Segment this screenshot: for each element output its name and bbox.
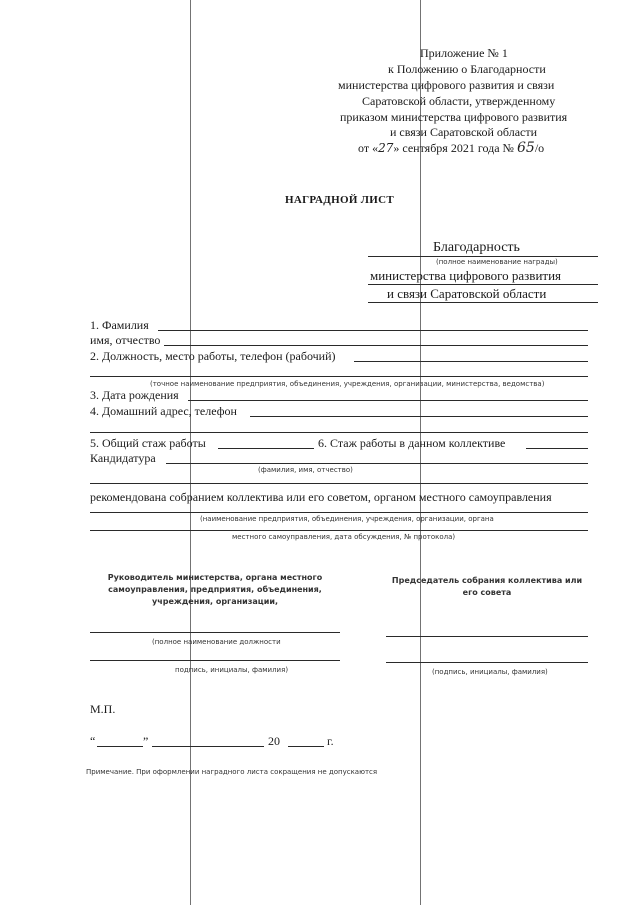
field-position-line-1 <box>354 361 588 362</box>
field-name-line <box>164 345 588 346</box>
annex-date-prefix: от « <box>358 141 379 155</box>
annex-date-day: 27 <box>378 141 394 155</box>
left-line-1 <box>90 632 340 633</box>
annex-line-2: к Положению о Благодарности <box>388 62 546 76</box>
left-line-2 <box>90 660 340 661</box>
annex-order-number: 65 <box>516 140 535 156</box>
annex-line-3: министерства цифрового развития и связи <box>338 78 555 92</box>
annex-date-suffix: /о <box>534 141 545 155</box>
annex-line-1: Приложение № 1 <box>420 46 508 60</box>
annex-line-5: приказом министерства цифрового развития <box>340 110 568 124</box>
award-issuer-line-2: и связи Саратовской области <box>387 286 547 301</box>
left-title-2: самоуправления, предприятия, объединения, <box>108 585 322 594</box>
field-total-experience-line <box>218 448 314 449</box>
field-team-experience-label: 6. Стаж работы в данном коллективе <box>318 436 506 450</box>
left-caption-position: (полное наименование должности <box>152 638 281 646</box>
document-title: НАГРАДНОЙ ЛИСТ <box>285 194 394 206</box>
field-surname-line <box>158 330 588 331</box>
annex-line-4: Саратовской области, утвержденному <box>362 94 556 108</box>
annex-line-6: и связи Саратовской области <box>390 125 538 139</box>
date-year-line <box>288 746 324 747</box>
left-title-1: Руководитель министерства, органа местного <box>107 573 323 582</box>
annex-date-mid: » сентября 2021 года № <box>393 141 514 155</box>
field-surname-label: 1. Фамилия <box>90 318 149 332</box>
date-year-prefix: 20 <box>268 734 280 748</box>
stamp-mp: М.П. <box>90 702 116 716</box>
recommended-line-2 <box>90 530 588 531</box>
date-open-quote: “ <box>90 734 96 748</box>
candidate-line-2 <box>90 483 588 484</box>
award-name: Благодарность <box>433 240 520 255</box>
annex-date-line <box>358 140 544 156</box>
award-issuer-rule-2 <box>368 302 598 303</box>
field-position-caption: (точное наименование предприятия, объединения, учреждения, организации, министерства, ведомства) <box>150 380 545 388</box>
field-team-experience-line <box>526 448 588 449</box>
org-caption-1: (наименование предприятия, объединения, учреждения, организации, органа <box>200 515 494 523</box>
date-line <box>90 734 95 749</box>
award-issuer-line-1: министерства цифрового развития <box>370 268 562 283</box>
left-caption-sign: подпись, инициалы, фамилия) <box>175 666 289 674</box>
field-birthdate-label: 3. Дата рождения <box>90 388 179 402</box>
footnote: Примечание. При оформлении наградного листа сокращения не допускаются <box>86 768 378 776</box>
field-total-experience-label: 5. Общий стаж работы <box>90 436 206 450</box>
date-month-line <box>152 746 264 747</box>
candidate-line <box>166 463 588 464</box>
field-name-label: имя, отчество <box>90 333 161 347</box>
field-birthdate-line <box>188 400 588 401</box>
right-title-1: Председатель собрания коллектива или <box>391 576 583 585</box>
award-issuer-rule-1 <box>368 284 598 285</box>
left-title-3: учреждения, организации, <box>152 597 278 606</box>
date-day-line <box>97 746 143 747</box>
right-line-1 <box>386 636 588 637</box>
field-address-line-2 <box>90 432 588 433</box>
candidate-caption: (фамилия, имя, отчество) <box>258 466 353 474</box>
right-title-2: его совета <box>462 588 512 597</box>
recommended-text: рекомендована собранием коллектива или его советом, органом местного самоуправления <box>90 490 552 504</box>
candidate-label: Кандидатура <box>90 451 156 465</box>
date-year-suffix: г. <box>327 734 334 748</box>
right-caption-sign: (подпись, инициалы, фамилия) <box>432 668 548 676</box>
award-name-rule <box>368 256 598 257</box>
field-position-line-2 <box>90 376 588 377</box>
date-close-quote: ” <box>143 734 149 748</box>
field-address-line-1 <box>250 416 588 417</box>
recommended-line-1 <box>90 512 588 513</box>
org-caption-2: местного самоуправления, дата обсуждения, № протокола) <box>232 533 456 541</box>
right-line-2 <box>386 662 588 663</box>
award-name-caption: (полное наименование награды) <box>436 258 558 266</box>
field-address-label: 4. Домашний адрес, телефон <box>90 404 237 418</box>
field-position-label: 2. Должность, место работы, телефон (рабочий) <box>90 349 336 363</box>
